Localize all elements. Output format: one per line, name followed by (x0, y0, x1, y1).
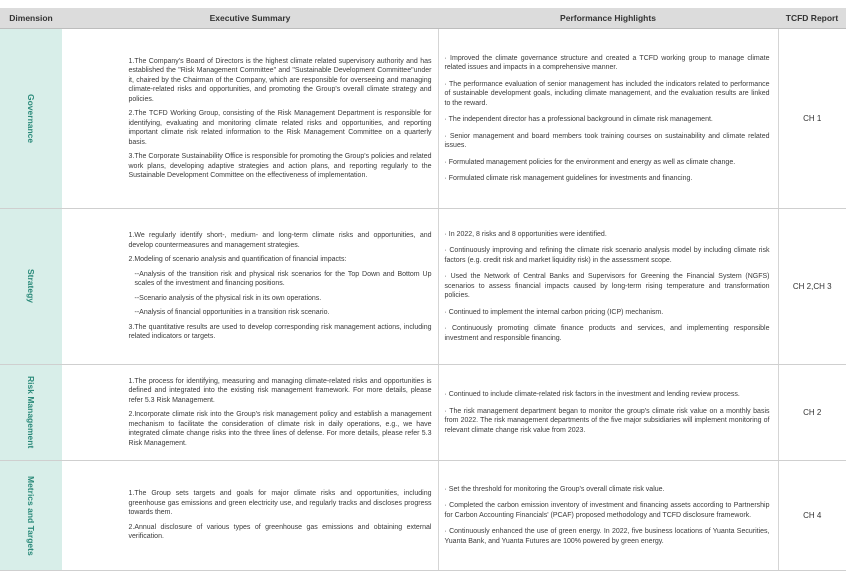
dimension-cell (0, 209, 62, 365)
tcfd-summary-table (0, 8, 846, 571)
tcfd-report-cell: CH 4 (778, 461, 846, 571)
tcfd-report-cell: CH 1 (778, 29, 846, 209)
highlight-item: · Completed the carbon emission inventory of investment and financing assets according to Partnership for Carbon Accounting Financials' (PCAF) proposed methodology and TCFD disclosure framework. (444, 502, 770, 519)
highlight-item: · Formulated management policies for the environment and energy as well as climate change. (444, 158, 736, 166)
executive-summary-cell (62, 29, 438, 209)
header-executive-summary: Executive Summary (62, 8, 438, 29)
highlight-item: · In 2022, 8 risks and 8 opportunities were identified. (444, 230, 607, 238)
highlight-item: · Continued to implement the internal carbon pricing (ICP) mechanism. (444, 308, 664, 316)
highlight-item: · Continuously improving and refining the climate risk scenario analysis model by including climate risk factors (e.g. credit risk and market liquidity risk) in the assessment scope. (444, 247, 770, 264)
summary-item: 2.Annual disclosure of various types of greenhouse gas emissions and obtaining external verification. (128, 523, 432, 541)
summary-subitem: --Analysis of financial opportunities in a transition risk scenario. (134, 309, 330, 317)
performance-highlights-cell (438, 29, 778, 209)
summary-subitem: --Analysis of the transition risk and physical risk scenarios for the Top Down and Bottom Up scales of the investment and financing positions. (134, 270, 432, 288)
tcfd-report-cell: CH 2 (778, 365, 846, 461)
executive-summary-cell (62, 461, 438, 571)
summary-item: 3.The Corporate Sustainability Office is responsible for promoting the Group's policies and related work plans, developing adaptive strategies and action plans, and reporting regularly to the Sustainable Development Committee on the effectiveness of implementation. (128, 153, 432, 179)
header-performance-highlights: Performance Highlights (438, 8, 778, 29)
table-row-metrics-and-targets (0, 461, 846, 571)
executive-summary-cell (62, 365, 438, 461)
executive-summary-cell (62, 209, 438, 365)
summary-item: 2.The TCFD Working Group, consisting of the Risk Management Department is responsible for identifying, evaluating and monitoring climate related risks and opportunities, and reporting important climate risk related information to the Risk Management Committee on a quarterly basis. (128, 110, 432, 146)
summary-item: 3.The quantitative results are used to develop corresponding risk management actions, including related indicators or targets. (128, 323, 432, 341)
summary-subitem: --Scenario analysis of the physical risk in its own operations. (134, 294, 322, 302)
highlight-item: · Continued to include climate-related risk factors in the investment and lending review process. (444, 391, 740, 398)
cropped-heading (0, 0, 864, 6)
highlight-item: · The independent director has a professional background in climate risk management. (444, 116, 713, 123)
highlight-item: · Continuously promoting climate finance products and services, and implementing responsible investment and responsible financing. (444, 325, 770, 342)
dimension-label-governance: Governance (25, 93, 36, 144)
dimension-cell (0, 365, 62, 461)
dimension-label-metrics-and-targets: Metrics and Targets (25, 475, 36, 556)
table-row-governance (0, 29, 846, 209)
highlight-item: · The risk management department began to monitor the group's climate risk value on a monthly basis from 2022. The risk management departments of the five major subsidiaries will implement monitoring of relevant climate change risk value from 2023. (444, 407, 770, 434)
header-tcfd-report: TCFD Report (778, 8, 846, 29)
summary-item: 1.The Company's Board of Directors is the highest climate related supervisory authority and has established the "Risk Management Committee" and "Sustainable Development Committee"under it, chaired by the Chairman of the Company, which are responsible for overseeing and managing climate-related risks and opportunities, and promoting the Group's overall climate strategy and policies. (128, 57, 432, 103)
dimension-cell (0, 29, 62, 209)
summary-item: 1.The process for identifying, measuring and managing climate-related risks and opportunities is defined and integrated into the existing risk management framework. For more details, please refer 5.3 Risk Management. (128, 377, 432, 404)
table-row-strategy (0, 209, 846, 365)
highlight-item: · Used the Network of Central Banks and Supervisors for Greening the Financial System (NGFS) scenarios to assess financial impacts caused by long-term rising temperature and transformation policies. (444, 273, 770, 300)
dimension-label-risk-management: Risk Management (25, 376, 36, 449)
tcfd-report-cell: CH 2,CH 3 (778, 209, 846, 365)
summary-item: 2.Incorporate climate risk into the Group's risk management policy and establish a management mechanism to facilitate the consideration of climate risk in daily operations, e.g., we have integrated climate change risks into the three lines of defense. For more details, please refer 5.3 Risk Management. (128, 411, 432, 447)
summary-item: 2.Modeling of scenario analysis and quantification of financial impacts: (128, 256, 347, 264)
highlight-item: · Senior management and board members took training courses on sustainability and climate related issues. (444, 132, 770, 149)
dimension-label-strategy: Strategy (25, 269, 36, 304)
highlight-item: · Set the threshold for monitoring the Group's overall climate risk value. (444, 485, 665, 493)
highlight-item: · Improved the climate governance structure and created a TCFD working group to manage climate related issues and impacts in a comprehensive manner. (444, 54, 770, 71)
dimension-cell (0, 461, 62, 571)
performance-highlights-cell (438, 209, 778, 365)
header-dimension: Dimension (0, 8, 62, 29)
table-header-row (0, 8, 846, 29)
summary-item: 1.We regularly identify short-, medium- and long-term climate risks and opportunities, and develop countermeasures and management strategies. (128, 232, 432, 249)
table-row-risk-management (0, 365, 846, 461)
performance-highlights-cell (438, 365, 778, 461)
summary-item: 1.The Group sets targets and goals for major climate risks and opportunities, including greenhouse gas emissions and green electricity use, and regularly tracks and discloses progress towards them. (128, 490, 432, 517)
performance-highlights-cell (438, 461, 778, 571)
highlight-item: · Formulated climate risk management guidelines for investments and financing. (444, 175, 693, 182)
highlight-item: · The performance evaluation of senior management has included the indicators related to performance of sustainable development goals, including climate management, and the evaluation results are linked to the reward. (444, 80, 770, 107)
highlight-item: · Continuously enhanced the use of green energy. In 2022, five business locations of Yuanta Securities, Yuanta Bank, and Yuanta Futures are 100% powered by green energy. (444, 528, 770, 545)
